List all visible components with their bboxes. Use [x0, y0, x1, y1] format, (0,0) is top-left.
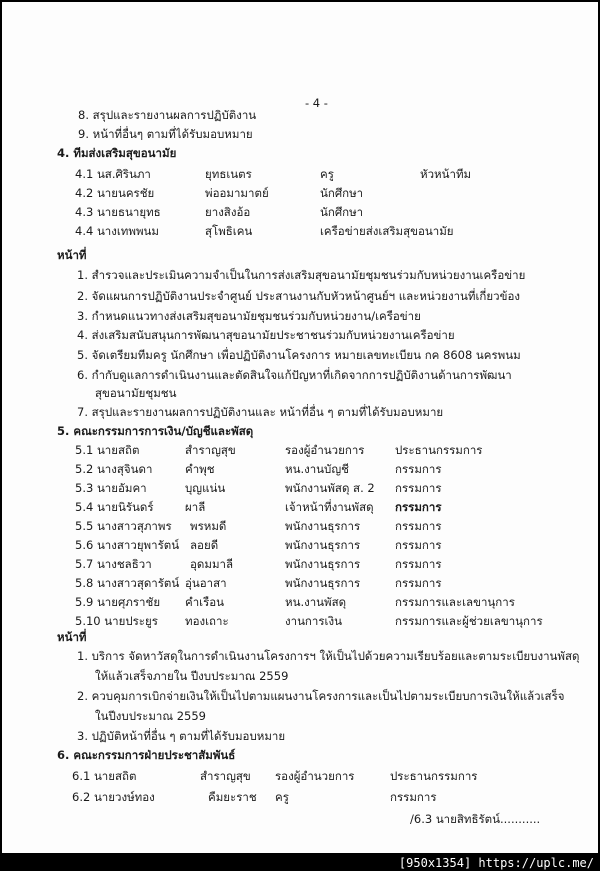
member-name: 5.1 นายสถิต [75, 443, 140, 457]
member-surname: บุญแน่น [185, 481, 226, 495]
member-role: กรรมการ [395, 481, 442, 495]
duty-item: 6. กำกับดูแลการดำเนินงานและตัดสินใจแก้ปัญหาที่เกิดจากการปฏิบัติงานด้านการพัฒนา [77, 368, 512, 382]
section-heading: 5. คณะกรรมการการเงิน/บัญชีและพัสดุ [57, 424, 254, 438]
duty-item: 4. ส่งเสริมสนับสนุนการพัฒนาสุขอนามัยประชาชนร่วมกับหน่วยงานเครือข่าย [77, 328, 455, 342]
member-name: 4.4 นางเทพพนม [75, 224, 159, 238]
member-position: นักศึกษา [320, 205, 364, 219]
member-name: 4.3 นายธนายุทธ [75, 205, 161, 219]
member-name: 5.9 นายศุภราชัย [75, 595, 161, 609]
member-surname: คืมยะราช [208, 790, 257, 804]
continuation-text: /6.3 นายสิทธิรัตน์........... [410, 812, 541, 826]
member-position: ครู [275, 790, 289, 804]
duties-heading: หน้าที่ [57, 630, 87, 644]
member-surname: อุ่นอาสา [185, 576, 227, 590]
member-position: พนักงานธุรการ [285, 557, 361, 571]
member-name: 6.2 นายวงษ์ทอง [72, 790, 155, 804]
member-surname: คำพุช [185, 462, 215, 476]
duty-item: ในปีงบประมาณ 2559 [95, 709, 206, 723]
member-role: กรรมการและเลขานุการ [395, 595, 515, 609]
member-position: หน.งานบัญชี [285, 462, 349, 476]
member-role: กรรมการ [390, 790, 437, 804]
member-surname: ลอยดี [190, 538, 219, 552]
member-name: 5.8 นางสาวสุดารัตน์ [75, 576, 180, 590]
member-name: 5.3 นายอัมคา [75, 481, 147, 495]
member-role: กรรมการและผู้ช่วยเลขานุการ [395, 614, 543, 628]
member-surname: พรหมดี [190, 519, 227, 533]
member-position: พนักงานพัสดุ ส. 2 [285, 481, 375, 495]
member-position: นักศึกษา [320, 186, 364, 200]
section-heading: 6. คณะกรรมการฝ่ายประชาสัมพันธ์ [57, 748, 236, 762]
member-position: เครือข่ายส่งเสริมสุขอนามัย [320, 224, 454, 238]
duty-item: 3. กำหนดแนวทางส่งเสริมสุขอนามัยชุมชนร่วมกับหน่วยงาน/เครือข่าย [77, 309, 421, 323]
document-page [2, 2, 598, 853]
member-surname: อุดมมาลี [190, 557, 234, 571]
list-item: 9. หน้าที่อื่นๆ ตามที่ได้รับมอบหมาย [78, 127, 253, 141]
member-name: 4.2 นายนครชัย [75, 186, 155, 200]
member-name: 5.7 นางชลธิวา [75, 557, 152, 571]
member-name: 4.1 นส.ศิรินภา [75, 167, 151, 181]
member-position: พนักงานธุรการ [285, 519, 361, 533]
duty-item: 7. สรุปและรายงานผลการปฏิบัติงานและ หน้าที่อื่น ๆ ตามที่ได้รับมอบหมาย [77, 405, 444, 419]
member-position: รองผู้อำนวยการ [285, 443, 365, 457]
member-surname: ยุทธเนตร [205, 167, 252, 181]
member-surname: สำราญสุข [200, 769, 251, 783]
duties-heading: หน้าที่ [57, 248, 87, 262]
member-role: กรรมการ [395, 462, 442, 476]
duty-item: ให้แล้วเสร็จภายใน ปีงบประมาณ 2559 [95, 669, 289, 683]
member-role: ประธานกรรมการ [390, 769, 478, 783]
member-position: งานการเงิน [285, 614, 342, 628]
duty-item: 1. บริการ จัดหาวัสดุในการดำเนินงานโครงการฯ ให้เป็นไปด้วยความเรียบร้อยและตามระเบียบงานพัสดุ [77, 649, 580, 663]
member-role: กรรมการ [395, 519, 442, 533]
member-position: เจ้าหน้าที่งานพัสดุ [285, 500, 374, 514]
member-position: พนักงานธุรการ [285, 538, 361, 552]
duty-item: 5. จัดเตรียมทีมครู นักศึกษา เพื่อปฏิบัติงานโครงการ หมายเลขทะเบียน กค 8608 นครพนม [77, 348, 521, 362]
member-role: ประธานกรรมการ [395, 443, 483, 457]
member-position: พนักงานธุรการ [285, 576, 361, 590]
duty-item: 1. สำรวจและประเมินความจำเป็นในการส่งเสริมสุขอนามัยชุมชนร่วมกับหน่วยงานเครือข่าย [77, 268, 526, 282]
member-role: กรรมการ [395, 576, 442, 590]
member-name: 5.2 นางสุจินดา [75, 462, 153, 476]
member-name: 6.1 นายสถิต [72, 769, 137, 783]
page-number: - 4 - [305, 96, 328, 110]
member-surname: ทองเถาะ [185, 614, 229, 628]
member-position: ครู [320, 167, 334, 181]
member-name: 5.4 นายนิรันดร์ [75, 500, 154, 514]
member-role: กรรมการ [395, 557, 442, 571]
member-position: หน.งานพัสดุ [285, 595, 347, 609]
member-role: หัวหน้าทีม [420, 167, 472, 181]
member-name: 5.6 นางสาวยุพารัตน์ [75, 538, 180, 552]
duty-item: 2. จัดแผนการปฏิบัติงานประจำศูนย์ ประสานงานกับหัวหน้าศูนย์ฯ และหน่วยงานที่เกี่ยวข้อง [77, 289, 520, 303]
member-surname: ยางสิงอ้อ [205, 205, 251, 219]
image-size-watermark: [950x1354] https://uplc.me/ [398, 856, 594, 870]
member-position: รองผู้อำนวยการ [275, 769, 355, 783]
duty-item: 2. ควบคุมการเบิกจ่ายเงินให้เป็นไปตามแผนงานโครงการและเป็นไปตามระเบียบการเงินให้แล้วเสร็จ [77, 689, 565, 703]
member-surname: พ่ออมามาตย์ [205, 186, 269, 200]
member-role: กรรมการ [395, 538, 442, 552]
duty-item: 3. ปฏิบัติหน้าที่อื่น ๆ ตามที่ได้รับมอบหมาย [77, 729, 286, 743]
member-role: กรรมการ [395, 500, 442, 514]
section-heading: 4. ทีมส่งเสริมสุขอนามัย [57, 146, 177, 160]
member-name: 5.5 นางสาวสุภาพร [75, 519, 172, 533]
duty-item: สุขอนามัยชุมชน [95, 386, 177, 400]
member-surname: สำราญสุข [185, 443, 236, 457]
member-surname: คำเรือน [185, 595, 225, 609]
member-surname: ผาลี [185, 500, 206, 514]
member-surname: สุโพธิเคน [205, 224, 253, 238]
member-name: 5.10 นายประยูร [75, 614, 158, 628]
list-item: 8. สรุปและรายงานผลการปฏิบัติงาน [78, 108, 257, 122]
